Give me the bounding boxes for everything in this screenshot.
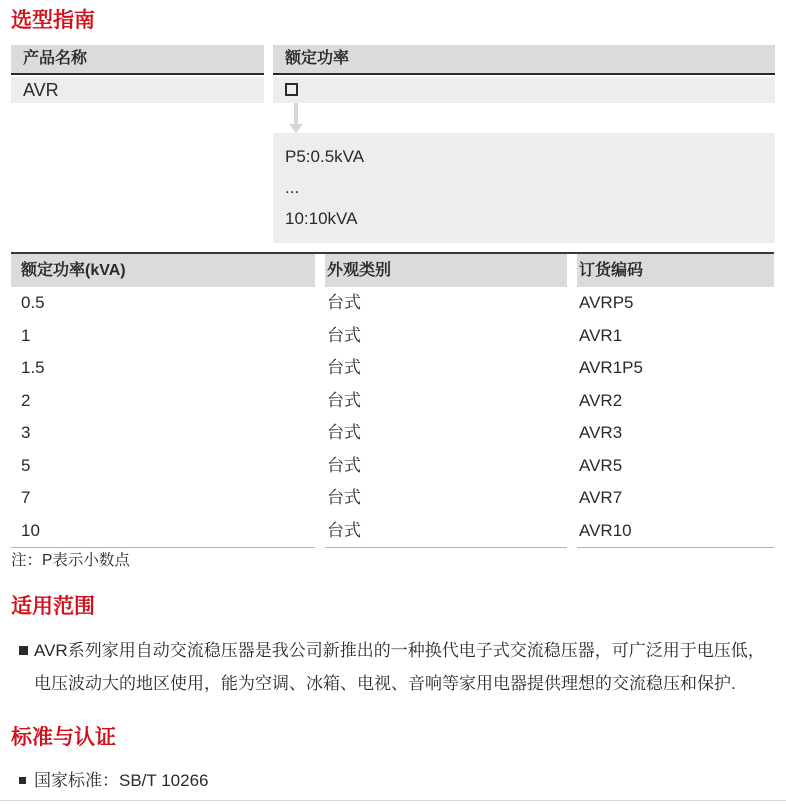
product-name-value: AVR xyxy=(11,77,264,103)
spec-table-header-row xyxy=(11,252,774,287)
column-header-order-code: 订货编码 xyxy=(577,254,774,287)
standards-text: 国家标准：SB/T 10266 xyxy=(34,771,209,790)
cell-order-code: AVR2 xyxy=(579,390,623,410)
table-row xyxy=(11,515,774,548)
cell-appearance: 台式 xyxy=(327,455,361,475)
page-bottom-divider xyxy=(0,800,786,801)
column-header-rated-power: 额定功率(kVA) xyxy=(11,254,315,287)
product-name-column xyxy=(11,45,264,243)
spec-table-body xyxy=(11,287,774,547)
model-selector-diagram xyxy=(11,45,775,243)
standards-item xyxy=(11,770,775,792)
placeholder-box-icon xyxy=(285,83,298,96)
cell-appearance: 台式 xyxy=(327,423,361,442)
column-header-appearance: 外观类别 xyxy=(325,254,567,287)
product-name-header: 产品名称 xyxy=(11,45,264,75)
rated-power-placeholder-cell xyxy=(273,77,775,103)
cell-rated-power: 1.5 xyxy=(21,358,45,377)
power-option: P5:0.5kVA xyxy=(285,147,365,166)
table-row xyxy=(11,352,774,385)
table-row xyxy=(11,287,774,320)
scope-text: AVR系列家用自动交流稳压器是我公司新推出的一种换代电子式交流稳压器，可广泛用于电压低，电压波动大的地区使用，能为空调、冰箱、电视、音响等家用电器提供理想的交流稳压和保护. xyxy=(34,641,765,693)
cell-appearance: 台式 xyxy=(327,358,361,377)
section-heading-scope: 适用范围 xyxy=(11,595,95,618)
spec-table xyxy=(11,252,774,547)
cell-appearance: 台式 xyxy=(327,488,361,507)
square-bullet-icon xyxy=(19,777,26,784)
cell-rated-power: 3 xyxy=(21,423,31,442)
table-row xyxy=(11,417,774,450)
cell-rated-power: 2 xyxy=(21,390,31,410)
cell-appearance: 台式 xyxy=(327,325,361,345)
cell-rated-power: 5 xyxy=(21,455,31,475)
cell-appearance: 台式 xyxy=(327,390,361,410)
table-row xyxy=(11,482,774,515)
cell-order-code: AVR10 xyxy=(577,515,774,549)
table-row xyxy=(11,450,774,483)
cell-appearance: 台式 xyxy=(327,293,361,312)
table-row xyxy=(11,320,774,353)
cell-rated-power: 7 xyxy=(21,488,31,507)
arrow-down-icon xyxy=(281,103,311,133)
rated-power-column xyxy=(273,45,775,243)
rated-power-options-box xyxy=(273,133,775,243)
cell-rated-power: 1 xyxy=(21,325,31,345)
cell-rated-power: 10 xyxy=(11,515,315,549)
cell-rated-power: 0.5 xyxy=(21,293,45,312)
cell-order-code: AVR1 xyxy=(579,325,623,345)
cell-order-code: AVR5 xyxy=(579,455,623,475)
page-title: 选型指南 xyxy=(11,9,95,32)
power-option: 10:10kVA xyxy=(285,209,358,228)
cell-order-code: AVR7 xyxy=(579,488,623,507)
section-heading-standards: 标准与认证 xyxy=(11,726,116,749)
cell-order-code: AVR1P5 xyxy=(579,358,643,377)
square-bullet-icon xyxy=(19,646,28,655)
rated-power-header: 额定功率 xyxy=(273,45,775,75)
table-note: 注：P表示小数点 xyxy=(11,552,130,569)
power-option-ellipsis: ... xyxy=(285,178,300,197)
cell-order-code: AVRP5 xyxy=(579,293,634,312)
cell-appearance: 台式 xyxy=(325,515,567,549)
scope-paragraph xyxy=(11,634,775,700)
cell-order-code: AVR3 xyxy=(579,423,623,442)
table-row xyxy=(11,385,774,418)
